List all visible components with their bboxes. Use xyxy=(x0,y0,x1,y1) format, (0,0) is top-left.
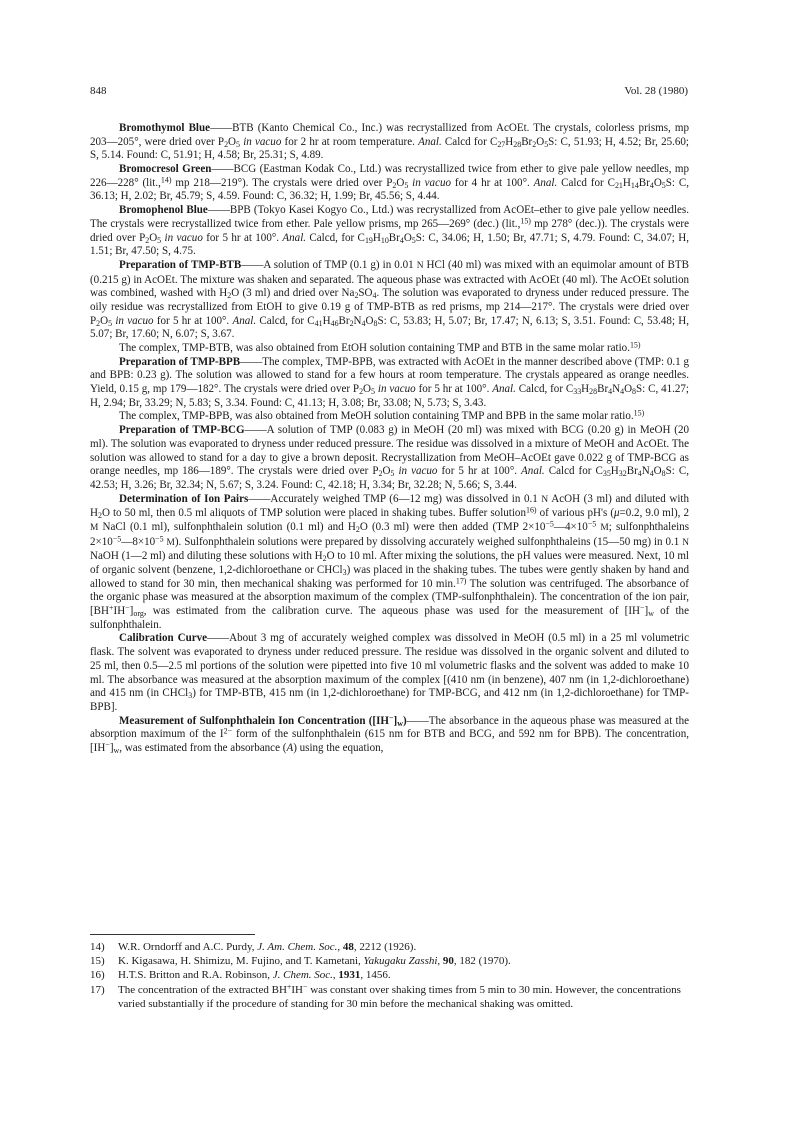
body-paragraph: Calibration Curve——About 3 mg of accurately weighed complex was dissolved in MeOH (0.5 ml) in a 25 ml volumetric flask. The solvent was evaporated to dryness under reduced pressure. The residue was dissolved in the organic solvent and diluted to 25 ml, then 0.5—2.5 ml portions of the solution were pipetted into five 10 ml volumetric flasks and the solvent was added to make 10 ml. The absorbance was measured at the absorption maximum of the complex [(410 nm (in benzene), 407 nm (in 1,2-dichloroethane) and 415 nm (in CHCl$_3$) for TMP-BTB, 415 nm (in 1,2-dichloroethane) for TMP-BCG, and 412 nm (in 1,2-dichloroethane) for TMP-BPB]. xyxy=(90,632,689,713)
body-paragraph: Bromophenol Blue——BPB (Tokyo Kasei Kogyo Co., Ltd.) was recrystallized from AcOEt–ether to give pale yellow needles. The crystals were recrystallized twice from ether. Pale yellow prisms, mp 265—269° (dec.) (lit.,$^{15)}$ mp 278° (dec.)). The crystals were dried over $P_2O_5$ in vacuo for 5 hr at 100°. Anal. Calcd, for $C_{19}H_{10}Br_4O_5S$: C, 34.06; H, 1.50; Br, 47.71; S, 4.79. Found: C, 34.07; H, 1.51; Br, 47.50; S, 4.75. xyxy=(90,204,690,258)
footnote-number: 14) xyxy=(90,941,105,953)
footnote xyxy=(90,940,689,954)
volume-label: Vol. 28 (1980) xyxy=(624,85,688,97)
footnote-text: The concentration of the extracted BH+IH− was constant over shaking times from 5 min to 30 min. However, the concentrations varied substantially if the procedure of standing for 30 min before the mechanical shaking was omitted. xyxy=(118,982,681,1010)
body-paragraph: Preparation of TMP-BPB——The complex, TMP-BPB, was extracted with AcOEt in the manner described above (TMP: 0.1 g and BPB: 0.23 g). The solution was allowed to stand for a few hours at room temperature. The crystals appeared as orange needles. Yield, 0.15 g, mp 179—182°. The crystals were dried over $P_2O_5$ in vacuo for 5 hr at 100°. Anal. Calcd, for $C_{33}H_{28}Br_4N_4O_8S$: C, 41.27; H, 2.94; Br, 33.29; N, 5.83; S, 3.34. Found: C, 41.13; H, 3.08; Br, 33.08; N, 5.73; S, 3.43. xyxy=(90,355,690,409)
footnote xyxy=(90,968,689,982)
footnote xyxy=(90,983,689,1011)
footnote-number: 17) xyxy=(90,983,105,996)
body-paragraph: Bromocresol Green——BCG (Eastman Kodak Co., Ltd.) was recrystallized twice from ether to give pale yellow needles, mp 226—228° (lit.,$^{14)}$ mp 218—219°). The crystals were dried over $P_2O_5$ in vacuo for 4 hr at 100°. Anal. Calcd for $C_{21}H_{14}Br_4O_5S$: C, 36.13; H, 2.02; Br, 45.79; S, 4.59. Found: C, 36.32; H, 1.99; Br, 45.56; S, 4.44. xyxy=(90,163,690,203)
body-paragraph: Preparation of TMP-BCG——A solution of TMP (0.083 g) in MeOH (20 ml) was mixed with BCG (0.20 g) in MeOH (20 ml). The solution was evaporated to dryness under reduced pressure. The residue was dissolved in a mixture of MeOH and AcOEt. The solution was allowed to stand for a day to give a brown deposit. Recrystallization from MeOH–AcOEt gave 0.022 g of TMP-BCG as orange needles, mp 186—189°. The crystals were dried over $P_2O_5$ in vacuo for 5 hr at 100°. Anal. Calcd for $C_{35}H_{32}Br_4N_4O_8S$: C, 42.53; H, 3.26; Br, 32.34; N, 5.67; S, 3.24. Found: C, 42.18; H, 3.34; Br, 32.28; N, 5.66; S, 3.44. xyxy=(90,424,690,491)
footnote-text: K. Kigasawa, H. Shimizu, M. Fujino, and T. Kametani, Yakugaku Zasshi, 90, 182 (1970). xyxy=(118,955,511,968)
footnote-divider xyxy=(90,934,255,935)
footnote-number: 16) xyxy=(90,969,105,982)
body-paragraph: Bromothymol Blue——BTB (Kanto Chemical Co., Inc.) was recrystallized from AcOEt. The crystals, colorless prisms, mp 203—205°, were dried over $P_2O_5$ in vacuo for 2 hr at room temperature. Anal. Calcd for $C_{27}H_{28}Br_2O_5S$: C, 51.93; H, 4.52; Br, 25.60; S, 5.14. Found: C, 51.91; H, 4.58; Br, 25.31; S, 4.89. xyxy=(90,122,690,162)
footnote-text: H.T.S. Britton and R.A. Robinson, J. Chem. Soc., 1931, 1456. xyxy=(118,969,391,982)
body-paragraph: Determination of Ion Pairs——Accurately weighed TMP (6—12 mg) was dissolved in 0.1 N AcOH (3 ml) and diluted with $H_2O$ to 50 ml, then 0.5 ml aliquots of TMP solution were placed in shaking tubes. Buffer solution$^{16)}$ of various pH's (μ=0.2, 9.0 ml), 2 M NaCl (0.1 ml), sulfonphthalein solution (0.1 ml) and $H_2O$ (0.3 ml) were then added (TMP $2\times 10^{-5}—4\times 10^{-5}$ M; sulfonphthaleins $2\times 10^{-5}—8\times 10^{-5}$ M). Sulfonphthalein solutions were prepared by dissolving accurately weighed sulfonphthaleins (15—50 mg) in 0.1 N NaOH (1—2 ml) and diluting these solutions with $H_2O$ to 10 ml. After mixing the solutions, the pH values were measured. Next, 10 ml of organic solvent (benzene, 1,2-dichloroethane or CHCl$_3$) was placed in the shaking tubes. The tubes were gently shaken by hand and allowed to stand for 30 min, then mechanical shaking was performed for 10 min.$^{17)}$ The solution was centrifuged. The absorbance of the organic phase was measured at the absorption maximum of the complex (TMP-sulfonphthalein). The concentration of the ion pair, $[BH^+IH^-]_{org}$, was estimated from the calibration curve. The aqueous phase was used for the measurement of $[IH^-]_w$ of the sulfonphthalein. xyxy=(90,492,690,631)
footnote-number: 15) xyxy=(90,955,105,968)
footnotes xyxy=(90,940,689,1011)
page-number: 848 xyxy=(90,85,107,97)
body-paragraph: Preparation of TMP-BTB——A solution of TMP (0.1 g) in 0.01 N HCl (40 ml) was mixed with an equimolar amount of BTB (0.215 g) in AcOEt. The mixture was shaken and separated. The aqueous phase was extracted with AcOEt (40 ml). The AcOEt solution was combined, washed with $H_2O$ (3 ml) and dried over $Na_2SO_4$. The solution was evaporated to dryness under reduced pressure. The oily residue was recrystallized from EtOH to give 0.19 g of TMP-BTB as red prisms, mp 214—217°. The crystals were dried over $P_2O_5$ in vacuo for 5 hr at 100°. Anal. Calcd, for $C_{41}H_{46}Br_2N_4O_8S$: C, 53.83; H, 5.07; Br, 17.47; N, 6.13; S, 3.51. Found: C, 53.48; H, 5.07; Br, 17.60; N, 6.07; S, 3.67. xyxy=(90,258,690,341)
body-paragraph: Measurement of Sulfonphthalein Ion Concentration $([IH^-]_w)——The$ absorbance in the aqueous phase was measured at the absorption maximum of the $I^{2-}$ form of the sulfonphthalein (615 nm for BTB and BCG, and 592 nm for BPB). The concentration, $[IH^-]_w$, was estimated from the absorbance (A) using the equation, xyxy=(90,712,689,755)
body-paragraph: The complex, TMP-BPB, was also obtained from MeOH solution containing TMP and BPB in the same molar ratio.$^{15)}$ xyxy=(119,408,645,423)
body-paragraph: The complex, TMP-BTB, was also obtained from EtOH solution containing TMP and BTB in the same molar ratio.$^{15)}$ xyxy=(119,340,641,354)
footnote-text: W.R. Orndorff and A.C. Purdy, J. Am. Chem. Soc., 48, 2212 (1926). xyxy=(118,941,417,953)
footnote xyxy=(90,954,689,968)
experimental-section xyxy=(90,122,689,756)
